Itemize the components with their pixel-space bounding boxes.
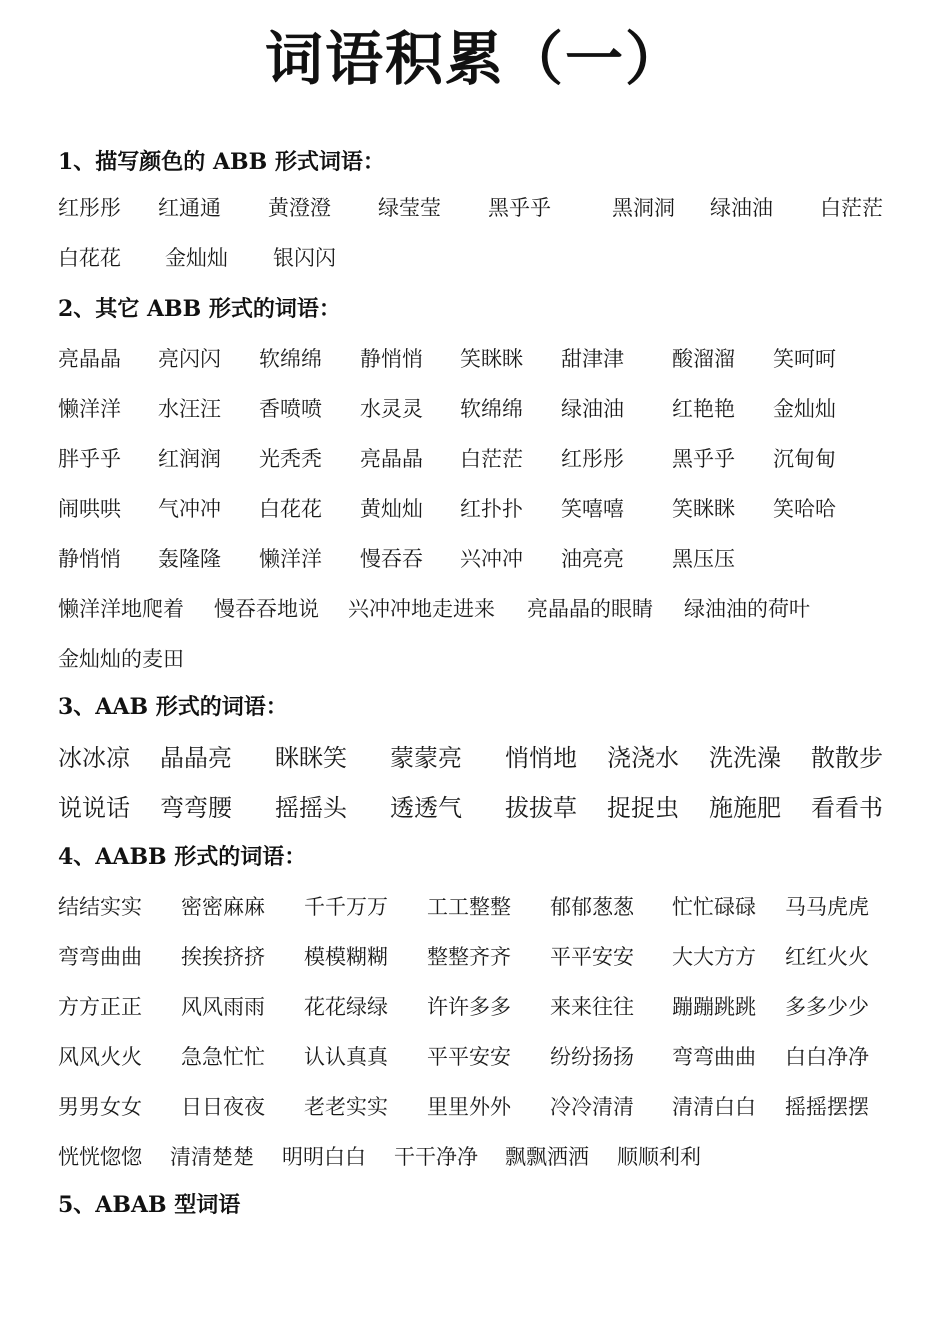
word-item: 气冲冲 xyxy=(158,497,221,521)
word-item: 拔拔草 xyxy=(505,794,577,822)
word-item: 懒洋洋地爬着 xyxy=(58,597,184,621)
word-item: 花花绿绿 xyxy=(304,995,388,1019)
word-item: 冰冰凉 xyxy=(58,744,130,772)
word-item: 黄澄澄 xyxy=(268,196,331,220)
word-item: 黑压压 xyxy=(672,547,735,571)
word-item: 红彤彤 xyxy=(58,196,121,220)
word-item: 悄悄地 xyxy=(505,744,577,772)
word-item: 轰隆隆 xyxy=(158,547,221,571)
page-title: 词语积累（一） xyxy=(264,25,685,93)
word-item: 红通通 xyxy=(158,196,221,220)
word-item: 静悄悄 xyxy=(58,547,121,571)
word-item: 施施肥 xyxy=(709,794,781,822)
word-item: 眯眯笑 xyxy=(275,744,347,772)
word-item: 纷纷扬扬 xyxy=(550,1045,634,1069)
word-item: 笑眯眯 xyxy=(672,497,735,521)
word-item: 亮晶晶 xyxy=(58,347,121,371)
word-item: 红艳艳 xyxy=(672,397,735,421)
word-item: 金灿灿的麦田 xyxy=(58,647,184,671)
word-item: 晶晶亮 xyxy=(160,744,232,772)
word-item: 亮闪闪 xyxy=(158,347,221,371)
section-heading-1: 1、描写颜色的 ABB 形式词语： xyxy=(58,149,385,175)
word-item: 水灵灵 xyxy=(360,397,423,421)
word-item: 弯弯曲曲 xyxy=(672,1045,756,1069)
word-item: 大大方方 xyxy=(672,945,756,969)
word-item: 看看书 xyxy=(811,794,883,822)
word-item: 散散步 xyxy=(811,744,883,772)
word-item: 红彤彤 xyxy=(561,447,624,471)
word-item: 白茫茫 xyxy=(820,196,883,220)
word-item: 日日夜夜 xyxy=(181,1095,265,1119)
word-item: 亮晶晶 xyxy=(360,447,423,471)
word-item: 静悄悄 xyxy=(360,347,423,371)
word-item: 来来往往 xyxy=(550,995,634,1019)
word-item: 许许多多 xyxy=(427,995,511,1019)
word-item: 黑乎乎 xyxy=(672,447,735,471)
word-item: 工工整整 xyxy=(427,895,511,919)
word-item: 恍恍惚惚 xyxy=(58,1145,142,1169)
word-item: 清清白白 xyxy=(672,1095,756,1119)
word-item: 蹦蹦跳跳 xyxy=(672,995,756,1019)
word-item: 绿油油 xyxy=(710,196,773,220)
word-item: 透透气 xyxy=(390,794,462,822)
word-item: 模模糊糊 xyxy=(304,945,388,969)
section-heading-5: 5、ABAB 型词语 xyxy=(58,1192,241,1218)
word-item: 白白净净 xyxy=(785,1045,869,1069)
word-item: 绿油油的荷叶 xyxy=(684,597,810,621)
word-item: 弯弯曲曲 xyxy=(58,945,142,969)
word-item: 兴冲冲 xyxy=(460,547,523,571)
word-item: 黑乎乎 xyxy=(488,196,551,220)
word-item: 蒙蒙亮 xyxy=(390,744,462,772)
word-item: 平平安安 xyxy=(427,1045,511,1069)
word-item: 红红火火 xyxy=(785,945,869,969)
section-heading-4: 4、AABB 形式的词语： xyxy=(58,844,307,870)
word-item: 白花花 xyxy=(259,497,322,521)
word-item: 懒洋洋 xyxy=(58,397,121,421)
word-item: 摇摇头 xyxy=(275,794,347,822)
word-item: 光秃秃 xyxy=(259,447,322,471)
word-item: 白花花 xyxy=(58,246,121,270)
word-item: 绿油油 xyxy=(561,397,624,421)
word-item: 闹哄哄 xyxy=(58,497,121,521)
word-item: 金灿灿 xyxy=(773,397,836,421)
word-item: 结结实实 xyxy=(58,895,142,919)
word-item: 飘飘洒洒 xyxy=(505,1145,589,1169)
word-item: 认认真真 xyxy=(304,1045,388,1069)
word-item: 笑呵呵 xyxy=(773,347,836,371)
section-heading-3: 3、AAB 形式的词语： xyxy=(58,694,288,720)
word-item: 黄灿灿 xyxy=(360,497,423,521)
word-item: 油亮亮 xyxy=(561,547,624,571)
word-item: 密密麻麻 xyxy=(181,895,265,919)
word-item: 里里外外 xyxy=(427,1095,511,1119)
word-item: 红扑扑 xyxy=(460,497,523,521)
word-item: 弯弯腰 xyxy=(160,794,232,822)
word-item: 甜津津 xyxy=(561,347,624,371)
word-item: 平平安安 xyxy=(550,945,634,969)
word-item: 沉甸甸 xyxy=(773,447,836,471)
word-item: 慢吞吞 xyxy=(360,547,423,571)
word-item: 急急忙忙 xyxy=(181,1045,265,1069)
word-item: 懒洋洋 xyxy=(259,547,322,571)
word-item: 干干净净 xyxy=(394,1145,478,1169)
word-item: 顺顺利利 xyxy=(617,1145,701,1169)
word-item: 捉捉虫 xyxy=(607,794,679,822)
word-item: 多多少少 xyxy=(785,995,869,1019)
word-item: 风风火火 xyxy=(58,1045,142,1069)
word-item: 男男女女 xyxy=(58,1095,142,1119)
word-item: 忙忙碌碌 xyxy=(672,895,756,919)
word-item: 胖乎乎 xyxy=(58,447,121,471)
word-item: 风风雨雨 xyxy=(181,995,265,1019)
word-item: 洗洗澡 xyxy=(709,744,781,772)
section-heading-2: 2、其它 ABB 形式的词语： xyxy=(58,296,341,322)
word-item: 挨挨挤挤 xyxy=(181,945,265,969)
word-item: 明明白白 xyxy=(282,1145,366,1169)
word-item: 水汪汪 xyxy=(158,397,221,421)
word-item: 亮晶晶的眼睛 xyxy=(527,597,653,621)
word-item: 酸溜溜 xyxy=(672,347,735,371)
word-item: 马马虎虎 xyxy=(785,895,869,919)
word-item: 冷冷清清 xyxy=(550,1095,634,1119)
word-item: 银闪闪 xyxy=(273,246,336,270)
word-item: 白茫茫 xyxy=(460,447,523,471)
word-item: 笑眯眯 xyxy=(460,347,523,371)
word-item: 笑嘻嘻 xyxy=(561,497,624,521)
word-item: 郁郁葱葱 xyxy=(550,895,634,919)
word-item: 千千万万 xyxy=(304,895,388,919)
word-item: 软绵绵 xyxy=(460,397,523,421)
word-item: 软绵绵 xyxy=(259,347,322,371)
word-item: 说说话 xyxy=(58,794,130,822)
word-item: 笑哈哈 xyxy=(773,497,836,521)
word-item: 老老实实 xyxy=(304,1095,388,1119)
word-item: 摇摇摆摆 xyxy=(785,1095,869,1119)
word-item: 绿莹莹 xyxy=(378,196,441,220)
word-item: 浇浇水 xyxy=(607,744,679,772)
word-item: 方方正正 xyxy=(58,995,142,1019)
word-item: 香喷喷 xyxy=(259,397,322,421)
word-item: 黑洞洞 xyxy=(612,196,675,220)
word-item: 慢吞吞地说 xyxy=(214,597,319,621)
word-item: 金灿灿 xyxy=(165,246,228,270)
word-item: 红润润 xyxy=(158,447,221,471)
word-item: 整整齐齐 xyxy=(427,945,511,969)
word-item: 清清楚楚 xyxy=(170,1145,254,1169)
word-item: 兴冲冲地走进来 xyxy=(348,597,495,621)
